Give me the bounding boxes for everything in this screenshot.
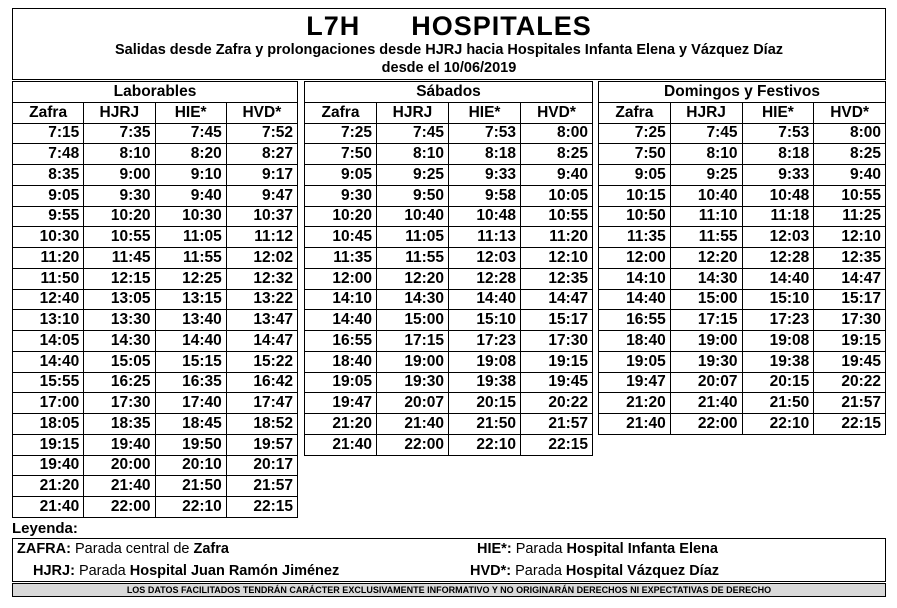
time-cell: 14:10 (599, 268, 671, 289)
time-cell: 9:30 (305, 185, 377, 206)
time-cell: 14:47 (814, 268, 886, 289)
timetable-sabados (304, 81, 593, 456)
legend-place: Hospital Infanta Elena (566, 541, 718, 557)
time-cell: 19:05 (599, 351, 671, 372)
time-cell: 19:40 (13, 455, 84, 476)
time-cell: 9:40 (814, 165, 886, 186)
column-header: HVD* (226, 102, 297, 123)
time-cell: 21:40 (377, 414, 449, 435)
time-cell: 9:33 (449, 165, 521, 186)
time-cell: 20:22 (521, 393, 593, 414)
time-cell: 21:20 (13, 476, 84, 497)
table-row (305, 351, 593, 372)
route-name: HOSPITALES (411, 11, 592, 41)
time-cell: 13:47 (226, 310, 297, 331)
time-cell: 19:30 (670, 351, 742, 372)
time-cell: 17:23 (449, 331, 521, 352)
time-cell: 9:25 (377, 165, 449, 186)
time-cell: 14:47 (521, 289, 593, 310)
time-cell: 16:25 (84, 372, 155, 393)
time-cell: 7:50 (599, 144, 671, 165)
time-cell: 7:48 (13, 144, 84, 165)
time-cell: 8:10 (670, 144, 742, 165)
legend-place: Hospital Vázquez Díaz (565, 563, 720, 579)
time-cell: 21:50 (155, 476, 226, 497)
time-cell: 9:30 (84, 185, 155, 206)
time-cell: 10:55 (814, 185, 886, 206)
time-cell: 9:33 (742, 165, 814, 186)
legend-box (12, 538, 886, 582)
time-cell: 10:20 (305, 206, 377, 227)
time-cell: 7:53 (742, 123, 814, 144)
time-cell: 16:42 (226, 372, 297, 393)
time-cell: 19:47 (305, 393, 377, 414)
time-cell: 12:10 (521, 248, 593, 269)
table-row (599, 289, 886, 310)
time-cell: 15:55 (13, 372, 84, 393)
time-cell: 7:45 (377, 123, 449, 144)
column-header: Zafra (599, 102, 671, 123)
time-cell: 17:15 (670, 310, 742, 331)
table-row (599, 414, 886, 435)
time-cell: 19:47 (599, 372, 671, 393)
time-cell: 8:35 (13, 165, 84, 186)
table-row (599, 123, 886, 144)
time-cell: 12:03 (742, 227, 814, 248)
legend-prefix: Parada (515, 563, 566, 579)
time-cell: 8:10 (84, 144, 155, 165)
table-row (13, 497, 298, 518)
table-row (305, 331, 593, 352)
table-row (13, 372, 298, 393)
time-cell: 19:57 (226, 434, 297, 455)
disclaimer-footer: LOS DATOS FACILITADOS TENDRÁN CARÁCTER EXCLUSIVAMENTE INFORMATIVO Y NO ORIGINARÁN DERECHOS NI EXPECTATIVAS DE DERECHO (12, 583, 886, 597)
time-cell: 7:25 (599, 123, 671, 144)
column-header: HIE* (155, 102, 226, 123)
table-row (13, 144, 298, 165)
time-cell: 15:00 (670, 289, 742, 310)
time-cell: 15:15 (155, 351, 226, 372)
table-row (13, 289, 298, 310)
time-cell: 11:20 (13, 248, 84, 269)
time-cell: 14:10 (305, 289, 377, 310)
column-header: HVD* (814, 102, 886, 123)
time-cell: 21:40 (670, 393, 742, 414)
time-cell: 11:20 (521, 227, 593, 248)
time-cell: 9:40 (155, 185, 226, 206)
time-cell: 12:10 (814, 227, 886, 248)
table-row (599, 206, 886, 227)
table-row (305, 165, 593, 186)
time-cell: 13:10 (13, 310, 84, 331)
time-cell: 21:57 (521, 414, 593, 435)
column-header: HJRJ (84, 102, 155, 123)
time-cell: 21:57 (814, 393, 886, 414)
time-cell: 21:50 (742, 393, 814, 414)
table-row (305, 310, 593, 331)
time-cell: 15:17 (814, 289, 886, 310)
time-cell: 21:40 (599, 414, 671, 435)
table-row (13, 185, 298, 206)
time-cell: 15:10 (742, 289, 814, 310)
time-cell: 11:55 (377, 248, 449, 269)
table-row (13, 123, 298, 144)
time-cell: 16:55 (305, 331, 377, 352)
time-cell: 22:15 (521, 434, 593, 455)
time-cell: 15:10 (449, 310, 521, 331)
time-cell: 18:05 (13, 414, 84, 435)
time-cell: 14:30 (670, 268, 742, 289)
time-cell: 15:22 (226, 351, 297, 372)
time-cell: 17:23 (742, 310, 814, 331)
time-cell: 11:25 (814, 206, 886, 227)
time-cell: 7:25 (305, 123, 377, 144)
time-cell: 20:00 (84, 455, 155, 476)
table-row (13, 165, 298, 186)
time-cell: 12:25 (155, 268, 226, 289)
time-cell: 16:55 (599, 310, 671, 331)
time-cell: 9:47 (226, 185, 297, 206)
time-cell: 9:05 (13, 185, 84, 206)
time-cell: 12:20 (377, 268, 449, 289)
time-cell: 7:45 (670, 123, 742, 144)
time-cell: 13:05 (84, 289, 155, 310)
time-cell: 19:30 (377, 372, 449, 393)
time-cell: 12:20 (670, 248, 742, 269)
time-cell: 9:40 (521, 165, 593, 186)
table-row (305, 248, 593, 269)
time-cell: 22:15 (814, 414, 886, 435)
time-cell: 18:45 (155, 414, 226, 435)
table-row (599, 351, 886, 372)
time-cell: 8:25 (521, 144, 593, 165)
legend-prefix: Parada central de (75, 541, 194, 557)
time-cell: 19:05 (305, 372, 377, 393)
time-cell: 9:25 (670, 165, 742, 186)
time-cell: 13:22 (226, 289, 297, 310)
timetable-laborables (12, 81, 298, 518)
time-cell: 11:05 (155, 227, 226, 248)
legend-prefix: Parada (78, 563, 130, 579)
time-cell: 19:08 (742, 331, 814, 352)
legend-key: HIE*: (477, 541, 512, 557)
table-row (13, 393, 298, 414)
time-cell: 22:00 (84, 497, 155, 518)
time-cell: 19:50 (155, 434, 226, 455)
time-cell: 12:02 (226, 248, 297, 269)
time-cell: 18:40 (305, 351, 377, 372)
time-cell: 19:38 (742, 351, 814, 372)
time-cell: 11:10 (670, 206, 742, 227)
time-cell: 9:05 (305, 165, 377, 186)
table-row (305, 227, 593, 248)
time-cell: 11:35 (305, 248, 377, 269)
time-cell: 20:07 (377, 393, 449, 414)
time-cell: 21:57 (226, 476, 297, 497)
time-cell: 15:05 (84, 351, 155, 372)
legend-item-hjrj (33, 563, 339, 579)
time-cell: 21:40 (84, 476, 155, 497)
time-cell: 21:20 (599, 393, 671, 414)
time-cell: 7:15 (13, 123, 84, 144)
legend-item-hie (477, 541, 718, 557)
time-cell: 19:00 (670, 331, 742, 352)
time-cell: 20:07 (670, 372, 742, 393)
time-cell: 8:27 (226, 144, 297, 165)
time-cell: 9:00 (84, 165, 155, 186)
time-cell: 9:10 (155, 165, 226, 186)
table-row (599, 331, 886, 352)
table-row (305, 123, 593, 144)
table-row (305, 289, 593, 310)
time-cell: 14:30 (84, 331, 155, 352)
time-cell: 22:00 (670, 414, 742, 435)
legend-item-zafra (17, 541, 229, 557)
time-cell: 14:05 (13, 331, 84, 352)
time-cell: 10:05 (521, 185, 593, 206)
table-row (13, 455, 298, 476)
table-row (13, 248, 298, 269)
table-row (13, 434, 298, 455)
table-row (305, 268, 593, 289)
time-cell: 22:15 (226, 497, 297, 518)
time-cell: 11:45 (84, 248, 155, 269)
time-cell: 14:40 (599, 289, 671, 310)
table-row (599, 227, 886, 248)
time-cell: 8:18 (449, 144, 521, 165)
table-row (599, 185, 886, 206)
time-cell: 17:00 (13, 393, 84, 414)
column-header: HVD* (521, 102, 593, 123)
time-cell: 13:30 (84, 310, 155, 331)
table-row (13, 227, 298, 248)
legend-place: Hospital Juan Ramón Jiménez (129, 563, 340, 579)
time-cell: 11:18 (742, 206, 814, 227)
legend-key: HJRJ: (33, 563, 75, 579)
time-cell: 19:15 (521, 351, 593, 372)
column-header: Zafra (305, 102, 377, 123)
time-cell: 10:37 (226, 206, 297, 227)
valid-from-date: desde el 10/06/2019 (381, 60, 517, 76)
legend-prefix: Parada (515, 541, 567, 557)
time-cell: 10:15 (599, 185, 671, 206)
time-cell: 11:13 (449, 227, 521, 248)
time-cell: 8:10 (377, 144, 449, 165)
table-row (599, 248, 886, 269)
time-cell: 9:50 (377, 185, 449, 206)
time-cell: 8:00 (521, 123, 593, 144)
time-cell: 14:40 (13, 351, 84, 372)
time-cell: 10:20 (84, 206, 155, 227)
time-cell: 12:15 (84, 268, 155, 289)
time-cell: 12:00 (305, 268, 377, 289)
time-cell: 20:22 (814, 372, 886, 393)
time-cell: 18:35 (84, 414, 155, 435)
table-row (599, 144, 886, 165)
legend-key: ZAFRA: (17, 541, 71, 557)
route-subtitle: Salidas desde Zafra y prolongaciones desde HJRJ hacia Hospitales Infanta Elena y Vázquez Díaz (114, 42, 784, 58)
time-cell: 14:30 (377, 289, 449, 310)
route-code: L7H (306, 11, 361, 41)
table-row (599, 310, 886, 331)
time-cell: 14:47 (226, 331, 297, 352)
time-cell: 17:15 (377, 331, 449, 352)
time-cell: 11:05 (377, 227, 449, 248)
time-cell: 8:18 (742, 144, 814, 165)
time-cell: 15:00 (377, 310, 449, 331)
table-row (305, 393, 593, 414)
time-cell: 14:40 (742, 268, 814, 289)
time-cell: 17:30 (521, 331, 593, 352)
time-cell: 16:35 (155, 372, 226, 393)
table-row (13, 310, 298, 331)
table-row (13, 331, 298, 352)
table-row (305, 185, 593, 206)
time-cell: 12:32 (226, 268, 297, 289)
time-cell: 11:35 (599, 227, 671, 248)
time-cell: 9:58 (449, 185, 521, 206)
time-cell: 13:40 (155, 310, 226, 331)
time-cell: 17:40 (155, 393, 226, 414)
time-cell: 19:45 (814, 351, 886, 372)
time-cell: 19:40 (84, 434, 155, 455)
time-cell: 17:30 (814, 310, 886, 331)
time-cell: 15:17 (521, 310, 593, 331)
time-cell: 10:40 (377, 206, 449, 227)
route-title (13, 11, 885, 41)
time-cell: 12:35 (521, 268, 593, 289)
time-cell: 8:20 (155, 144, 226, 165)
time-cell: 8:00 (814, 123, 886, 144)
time-cell: 12:00 (599, 248, 671, 269)
section-title: Domingos y Festivos (599, 82, 886, 103)
timetable-header (12, 8, 886, 80)
time-cell: 10:48 (449, 206, 521, 227)
time-cell: 10:50 (599, 206, 671, 227)
time-cell: 10:55 (521, 206, 593, 227)
time-cell: 14:40 (449, 289, 521, 310)
column-header: HIE* (742, 102, 814, 123)
time-cell: 8:25 (814, 144, 886, 165)
time-cell: 7:52 (226, 123, 297, 144)
time-cell: 20:10 (155, 455, 226, 476)
time-cell: 17:47 (226, 393, 297, 414)
time-cell: 12:28 (449, 268, 521, 289)
table-row (13, 206, 298, 227)
time-cell: 18:52 (226, 414, 297, 435)
time-cell: 19:15 (13, 434, 84, 455)
time-cell: 12:28 (742, 248, 814, 269)
time-cell: 21:40 (13, 497, 84, 518)
time-cell: 17:30 (84, 393, 155, 414)
time-cell: 22:10 (742, 414, 814, 435)
time-cell: 19:00 (377, 351, 449, 372)
time-cell: 22:00 (377, 434, 449, 455)
time-cell: 12:35 (814, 248, 886, 269)
time-cell: 10:30 (155, 206, 226, 227)
time-cell: 9:17 (226, 165, 297, 186)
time-cell: 20:17 (226, 455, 297, 476)
table-row (599, 268, 886, 289)
time-cell: 10:48 (742, 185, 814, 206)
time-cell: 19:08 (449, 351, 521, 372)
time-cell: 19:45 (521, 372, 593, 393)
table-row (599, 165, 886, 186)
column-header: HIE* (449, 102, 521, 123)
time-cell: 10:45 (305, 227, 377, 248)
time-cell: 11:50 (13, 268, 84, 289)
time-cell: 13:15 (155, 289, 226, 310)
legend-title: Leyenda: (12, 520, 78, 537)
time-cell: 22:10 (449, 434, 521, 455)
time-cell: 9:55 (13, 206, 84, 227)
time-cell: 18:40 (599, 331, 671, 352)
time-cell: 12:40 (13, 289, 84, 310)
time-cell: 7:45 (155, 123, 226, 144)
time-cell: 20:15 (742, 372, 814, 393)
table-row (305, 206, 593, 227)
time-cell: 21:50 (449, 414, 521, 435)
table-row (13, 268, 298, 289)
time-cell: 7:35 (84, 123, 155, 144)
table-row (305, 144, 593, 165)
time-cell: 14:40 (305, 310, 377, 331)
timetable-domingos (598, 81, 886, 435)
time-cell: 22:10 (155, 497, 226, 518)
time-cell: 21:20 (305, 414, 377, 435)
time-cell: 7:53 (449, 123, 521, 144)
time-cell: 9:05 (599, 165, 671, 186)
table-row (305, 434, 593, 455)
time-cell: 20:15 (449, 393, 521, 414)
section-title: Laborables (13, 82, 298, 103)
time-cell: 11:55 (670, 227, 742, 248)
time-cell: 21:40 (305, 434, 377, 455)
section-title: Sábados (305, 82, 593, 103)
time-cell: 10:40 (670, 185, 742, 206)
table-row (305, 414, 593, 435)
table-row (13, 414, 298, 435)
table-row (599, 372, 886, 393)
time-cell: 10:30 (13, 227, 84, 248)
time-cell: 19:38 (449, 372, 521, 393)
legend-item-hvd (470, 563, 719, 579)
time-cell: 14:40 (155, 331, 226, 352)
legend-key: HVD*: (470, 563, 512, 579)
column-header: Zafra (13, 102, 84, 123)
table-row (13, 476, 298, 497)
time-cell: 12:03 (449, 248, 521, 269)
time-cell: 11:12 (226, 227, 297, 248)
time-cell: 10:55 (84, 227, 155, 248)
table-row (305, 372, 593, 393)
column-header: HJRJ (377, 102, 449, 123)
column-header: HJRJ (670, 102, 742, 123)
table-row (13, 351, 298, 372)
legend-place: Zafra (193, 541, 229, 557)
time-cell: 19:15 (814, 331, 886, 352)
time-cell: 7:50 (305, 144, 377, 165)
table-row (599, 393, 886, 414)
time-cell: 11:55 (155, 248, 226, 269)
